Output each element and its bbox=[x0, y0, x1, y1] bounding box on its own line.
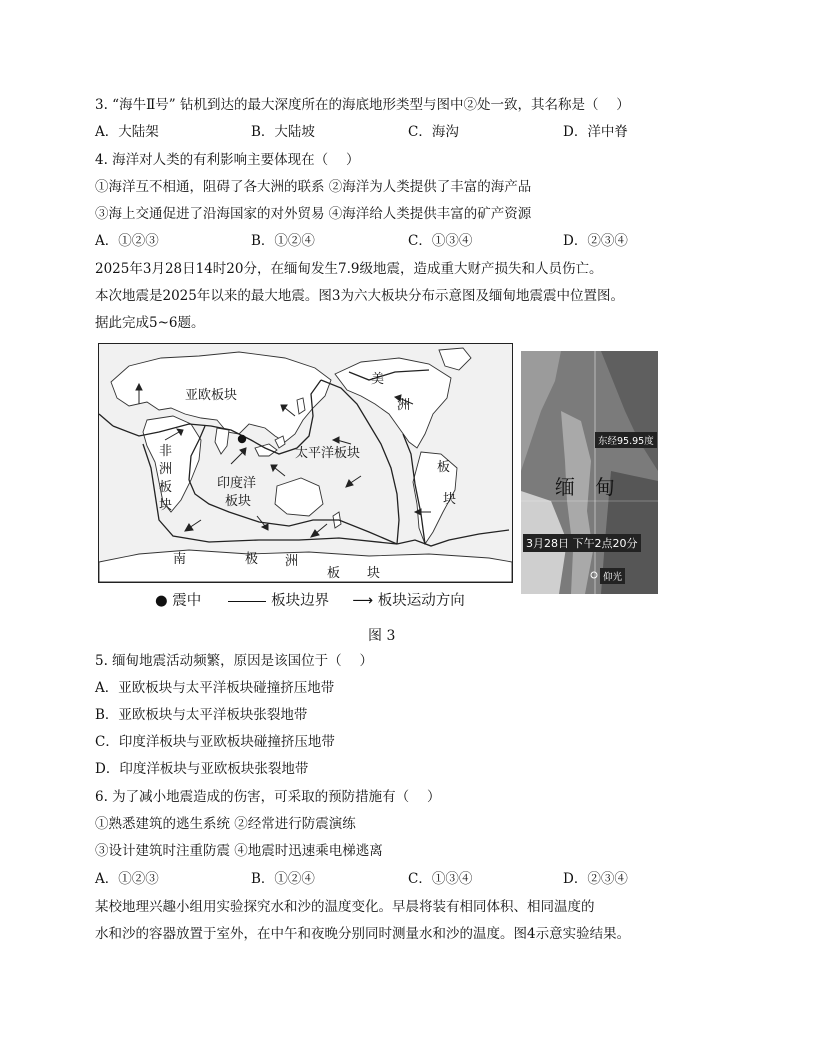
legend-epicenter: 震中 bbox=[172, 593, 202, 609]
epicenter-dot bbox=[238, 435, 246, 443]
q4-item-line-1: ①海洋互不相通，阻碍了各大洲的联系 ②海洋为人类提供了丰富的海产品 bbox=[95, 179, 532, 195]
map-label-america-1: 美 bbox=[371, 372, 385, 387]
q3-option-b: B．大陆坡 bbox=[251, 124, 315, 140]
intro-line-1: 2025年3月28日14时20分，在缅甸发生7.9级地震，造成重大财产损失和人员伤亡。 bbox=[95, 261, 603, 277]
q4-option-d: D．②③④ bbox=[563, 233, 628, 249]
map-label-antarctic-3: 洲 bbox=[285, 554, 299, 569]
boundary-legend-icon bbox=[228, 601, 266, 602]
q5-option-d: D．印度洋板块与亚欧板块张裂地带 bbox=[95, 761, 309, 777]
q3-option-c: C．海沟 bbox=[408, 124, 459, 140]
q3-option-a: A．大陆架 bbox=[95, 124, 159, 140]
datetime-tag: 3月28日 下午2点20分 bbox=[523, 534, 641, 552]
q5-option-c: C．印度洋板块与亚欧板块碰撞挤压地带 bbox=[95, 734, 335, 750]
q5-option-a: A．亚欧板块与太平洋板块碰撞挤压地带 bbox=[95, 680, 335, 696]
map-label-antarctic-1: 南 bbox=[173, 552, 187, 567]
arrow-legend-icon: ⟶ bbox=[352, 593, 374, 609]
myanmar-relief-photo bbox=[521, 351, 658, 594]
map-label-ban: 板 bbox=[437, 460, 451, 475]
map-label-africa-3: 板 bbox=[159, 480, 173, 495]
legend-motion: 板块运动方向 bbox=[377, 593, 465, 609]
q4-option-b: B．①②④ bbox=[251, 233, 315, 249]
map-label-pacific: 太平洋板块 bbox=[295, 446, 361, 461]
q6-item-line-1: ①熟悉建筑的逃生系统 ②经常进行防震演练 bbox=[95, 816, 356, 832]
map-label-antarctic-4: 板 bbox=[327, 566, 341, 581]
q5-option-b: B．亚欧板块与太平洋板块张裂地带 bbox=[95, 707, 308, 723]
map-label-africa-2: 洲 bbox=[159, 462, 173, 477]
city-tag: 仰光 bbox=[600, 568, 625, 584]
q6-option-b: B．①②④ bbox=[251, 871, 315, 887]
q4-stem: 4. 海洋对人类的有利影响主要体现在（ ） bbox=[95, 152, 360, 168]
q6-stem: 6. 为了减小地震造成的伤害，可采取的预防措施有（ ） bbox=[95, 789, 441, 805]
legend-boundary: 板块边界 bbox=[271, 593, 330, 609]
map-label-indian-1: 印度洋 bbox=[217, 476, 257, 491]
map-label-africa-1: 非 bbox=[159, 444, 173, 459]
map-label-africa-4: 块 bbox=[159, 498, 173, 513]
map-label-kuai: 块 bbox=[443, 492, 457, 507]
q4-option-c: C．①③④ bbox=[408, 233, 473, 249]
plate-map bbox=[98, 343, 513, 583]
q6-option-c: C．①③④ bbox=[408, 871, 473, 887]
epicenter-legend-icon: ● bbox=[155, 593, 168, 609]
q6-option-a: A．①②③ bbox=[95, 871, 159, 887]
tail-line-2: 水和沙的容器放置于室外，在中午和夜晚分别同时测量水和沙的温度。图4示意实验结果。 bbox=[95, 926, 631, 942]
map-label-antarctic-2: 极 bbox=[245, 552, 259, 567]
map-legend bbox=[155, 589, 465, 610]
country-label: 缅 甸 bbox=[555, 475, 615, 499]
figure-caption: 图 3 bbox=[368, 628, 396, 644]
q4-option-a: A．①②③ bbox=[95, 233, 159, 249]
intro-line-3: 据此完成5~6题。 bbox=[95, 315, 205, 331]
q3-stem: 3. “海牛Ⅱ号” 钻机到达的最大深度所在的海底地形类型与图中②处一致，其名称是（ ） bbox=[95, 97, 630, 113]
q5-stem: 5. 缅甸地震活动频繁，原因是该国位于（ ） bbox=[95, 653, 373, 669]
map-label-eurasia: 亚欧板块 bbox=[185, 388, 238, 403]
q6-item-line-2: ③设计建筑时注重防震 ④地震时迅速乘电梯逃离 bbox=[95, 843, 383, 859]
map-label-antarctic-5: 块 bbox=[367, 566, 381, 581]
q6-option-d: D．②③④ bbox=[563, 871, 628, 887]
q4-item-line-2: ③海上交通促进了沿海国家的对外贸易 ④海洋给人类提供丰富的矿产资源 bbox=[95, 206, 532, 222]
longitude-tag: 东经95.95度 bbox=[595, 432, 657, 448]
tail-line-1: 某校地理兴趣小组用实验探究水和沙的温度变化。早晨将装有相同体积、相同温度的 bbox=[95, 899, 595, 915]
intro-line-2: 本次地震是2025年以来的最大地震。图3为六大板块分布示意图及缅甸地震震中位置图。 bbox=[95, 288, 624, 304]
map-label-america-2: 洲 bbox=[397, 398, 411, 413]
q3-option-d: D．洋中脊 bbox=[563, 124, 628, 140]
map-label-indian-2: 板块 bbox=[225, 494, 252, 509]
